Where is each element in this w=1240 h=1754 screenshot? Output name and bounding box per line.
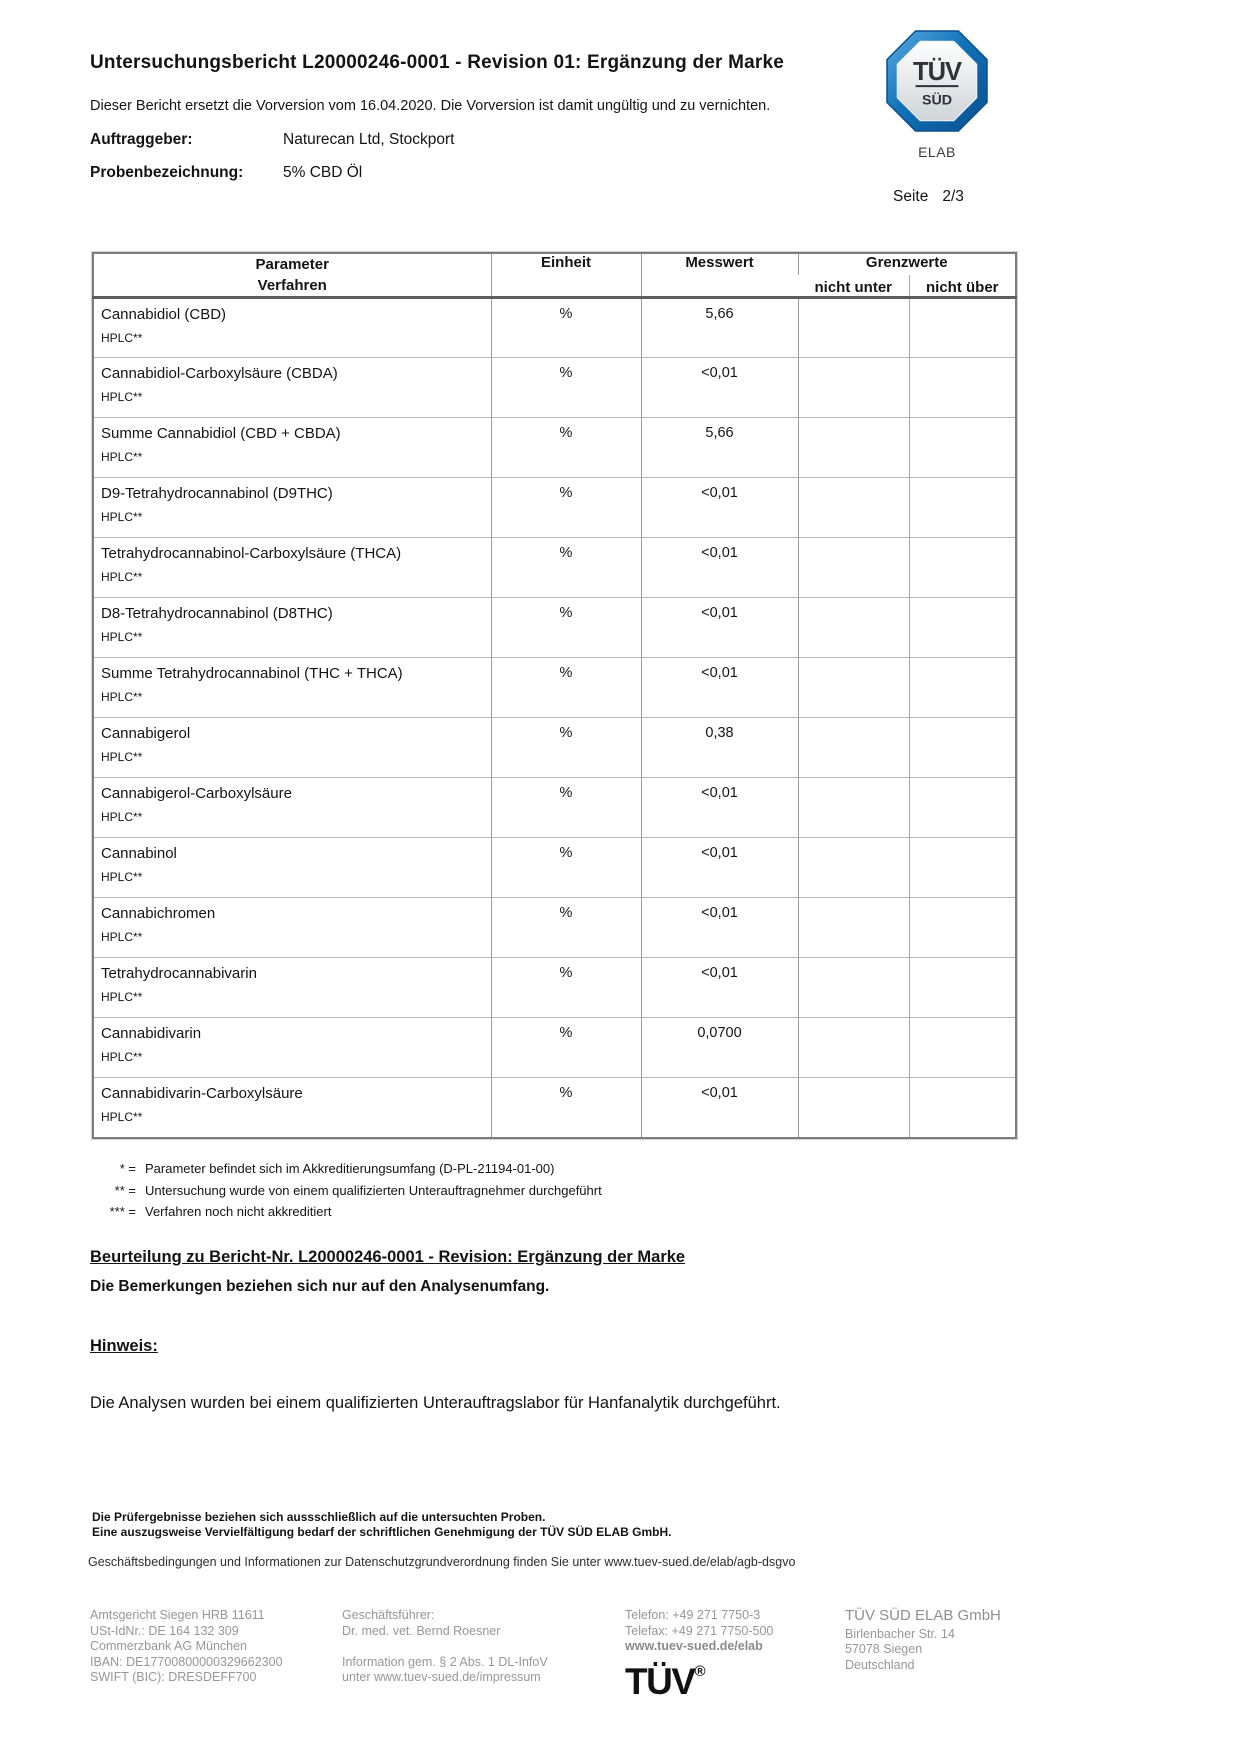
footer-line: 57078 Siegen xyxy=(845,1642,923,1656)
footnote-not-accredited xyxy=(96,1201,602,1223)
limit-upper-cell xyxy=(909,418,1016,478)
table-row xyxy=(93,718,1016,778)
measured-value-cell: 5,66 xyxy=(641,418,798,478)
limit-lower-cell xyxy=(798,298,909,358)
table-row xyxy=(93,1018,1016,1078)
registered-trademark-icon: ® xyxy=(694,1662,706,1680)
logo-tuv-text: TÜV xyxy=(913,57,961,86)
measured-value-cell: <0,01 xyxy=(641,478,798,538)
limit-upper-cell xyxy=(909,1078,1016,1138)
results-table-header xyxy=(93,253,1016,298)
parameter-cell xyxy=(93,1018,491,1078)
tuv-wordmark-text: TÜV xyxy=(625,1660,695,1702)
limit-lower-cell xyxy=(798,898,909,958)
limit-upper-cell xyxy=(909,538,1016,598)
limit-upper-cell xyxy=(909,778,1016,838)
parameter-name: D9-Tetrahydrocannabinol (D9THC) xyxy=(101,485,333,502)
method-label: HPLC** xyxy=(101,1050,143,1064)
limit-upper-cell xyxy=(909,658,1016,718)
table-row xyxy=(93,898,1016,958)
footer-line: unter www.tuev-sued.de/impressum xyxy=(342,1670,541,1684)
footer-address-column xyxy=(845,1608,1001,1673)
replacement-note: Dieser Bericht ersetzt die Vorversion vom 16.04.2020. Die Vorversion ist damit ungültig und zu vernichten. xyxy=(90,98,771,114)
table-row xyxy=(93,298,1016,358)
limit-upper-cell xyxy=(909,718,1016,778)
client-label: Auftraggeber: xyxy=(90,131,193,148)
measured-value-cell: <0,01 xyxy=(641,598,798,658)
limit-upper-cell xyxy=(909,478,1016,538)
measured-value-cell: <0,01 xyxy=(641,898,798,958)
table-row xyxy=(93,658,1016,718)
page-number-value: 2/3 xyxy=(942,188,964,205)
parameter-cell xyxy=(93,838,491,898)
table-row xyxy=(93,478,1016,538)
method-label: HPLC** xyxy=(101,510,143,524)
limit-lower-cell xyxy=(798,1018,909,1078)
table-row xyxy=(93,538,1016,598)
parameter-name: Cannabidiol (CBD) xyxy=(101,306,227,323)
unit-cell: % xyxy=(491,958,641,1018)
method-label: HPLC** xyxy=(101,1110,143,1124)
measured-value-cell: <0,01 xyxy=(641,358,798,418)
parameter-name: Tetrahydrocannabivarin xyxy=(101,965,257,982)
page-number-label: Seite xyxy=(893,188,929,205)
limit-upper-cell xyxy=(909,1018,1016,1078)
limit-upper-cell xyxy=(909,958,1016,1018)
limit-lower-cell xyxy=(798,718,909,778)
parameter-cell xyxy=(93,1078,491,1138)
footer-registry-column xyxy=(90,1608,283,1686)
footer-management-column xyxy=(342,1608,548,1686)
header-grenzwerte: Grenzwerte xyxy=(798,253,1016,275)
parameter-name: Summe Cannabidiol (CBD + CBDA) xyxy=(101,425,341,442)
hinweis-heading: Hinweis: xyxy=(90,1337,158,1355)
unit-cell: % xyxy=(491,538,641,598)
parameter-name: Cannabidivarin xyxy=(101,1025,202,1042)
footnote-subcontractor xyxy=(96,1180,602,1202)
measured-value-cell: <0,01 xyxy=(641,538,798,598)
method-label: HPLC** xyxy=(101,690,143,704)
unit-cell: % xyxy=(491,838,641,898)
limit-upper-cell xyxy=(909,358,1016,418)
limit-lower-cell xyxy=(798,358,909,418)
footnote-star: ** = xyxy=(114,1182,136,1198)
parameter-name: Cannabinol xyxy=(101,845,177,862)
method-label: HPLC** xyxy=(101,450,143,464)
footer-line: Deutschland xyxy=(845,1657,915,1672)
header-parameter xyxy=(93,253,491,298)
method-label: HPLC** xyxy=(101,870,143,884)
parameter-name: Cannabidiol-Carboxylsäure (CBDA) xyxy=(101,365,338,382)
parameter-cell xyxy=(93,298,491,358)
page-title: Untersuchungsbericht L20000246-0001 - Revision 01: Ergänzung der Marke xyxy=(90,52,785,73)
footnote-star: * = xyxy=(119,1161,136,1176)
method-label: HPLC** xyxy=(101,570,143,584)
table-row xyxy=(93,598,1016,658)
limit-lower-cell xyxy=(798,778,909,838)
unit-cell: % xyxy=(491,658,641,718)
parameter-cell xyxy=(93,538,491,598)
parameter-name: Tetrahydrocannabinol-Carboxylsäure (THCA) xyxy=(101,545,402,562)
parameter-cell xyxy=(93,658,491,718)
footer-line: Information gem. § 2 Abs. 1 DL-InfoV xyxy=(342,1654,548,1669)
unit-cell: % xyxy=(491,298,641,358)
parameter-name: Cannabichromen xyxy=(101,905,216,922)
header-messwert: Messwert xyxy=(641,253,798,298)
unit-cell: % xyxy=(491,1018,641,1078)
client-value: Naturecan Ltd, Stockport xyxy=(283,131,455,148)
table-row xyxy=(93,1078,1016,1138)
assessment-heading: Beurteilung zu Bericht-Nr. L20000246-0001 - Revision: Ergänzung der Marke xyxy=(90,1248,686,1266)
parameter-cell xyxy=(93,358,491,418)
footer-line: Birlenbacher Str. 14 xyxy=(845,1626,955,1641)
unit-cell: % xyxy=(491,718,641,778)
limit-lower-cell xyxy=(798,478,909,538)
parameter-name: Summe Tetrahydrocannabinol (THC + THCA) xyxy=(101,665,403,682)
table-row xyxy=(93,358,1016,418)
footer-line: SWIFT (BIC): DRESDEFF700 xyxy=(90,1670,257,1684)
footnote-star: *** = xyxy=(109,1204,136,1219)
tuv-wordmark xyxy=(625,1655,773,1702)
parameter-cell xyxy=(93,778,491,838)
footnote-text: Parameter befindet sich im Akkreditierungsumfang (D-PL-21194-01-00) xyxy=(145,1161,555,1176)
method-label: HPLC** xyxy=(101,630,143,644)
footnote-text: Untersuchung wurde von einem qualifizierten Unterauftragnehmer durchgeführt xyxy=(145,1182,602,1198)
measured-value-cell: <0,01 xyxy=(641,958,798,1018)
header-parameter-line1: Parameter xyxy=(255,256,329,273)
tuev-sued-octagon-icon xyxy=(886,30,988,132)
header-verfahren-line2: Verfahren xyxy=(257,277,327,294)
parameter-cell xyxy=(93,898,491,958)
unit-cell: % xyxy=(491,898,641,958)
results-table-body xyxy=(93,298,1016,1138)
parameter-name: Cannabidivarin-Carboxylsäure xyxy=(101,1085,303,1102)
limit-lower-cell xyxy=(798,598,909,658)
footer-line: Dr. med. vet. Bernd Roesner xyxy=(342,1623,501,1638)
limit-lower-cell xyxy=(798,1078,909,1138)
parameter-cell xyxy=(93,418,491,478)
unit-cell: % xyxy=(491,598,641,658)
footer-company-name: TÜV SÜD ELAB GmbH xyxy=(845,1607,1001,1624)
disclaimer-line1: Die Prüfergebnisse beziehen sich aussschließlich auf die untersuchten Proben. xyxy=(92,1510,546,1524)
limit-upper-cell xyxy=(909,838,1016,898)
disclaimer-line2: Eine auszugsweise Vervielfältigung bedarf der schriftlichen Genehmigung der TÜV SÜD ELAB GmbH. xyxy=(92,1525,672,1539)
limit-lower-cell xyxy=(798,958,909,1018)
footer-spacer xyxy=(342,1639,548,1655)
method-label: HPLC** xyxy=(101,331,143,345)
sample-label: Probenbezeichnung: xyxy=(90,164,244,181)
tuev-sued-logo xyxy=(886,30,988,160)
header-nicht-unter: nicht unter xyxy=(814,279,892,296)
sample-value: 5% CBD Öl xyxy=(283,164,363,181)
method-label: HPLC** xyxy=(101,390,143,404)
unit-cell: % xyxy=(491,478,641,538)
limit-lower-cell xyxy=(798,658,909,718)
table-row xyxy=(93,958,1016,1018)
footer-line: Commerzbank AG München xyxy=(90,1639,248,1653)
footnotes xyxy=(96,1158,602,1223)
unit-cell: % xyxy=(491,778,641,838)
page-number xyxy=(893,188,964,206)
parameter-name: Cannabigerol-Carboxylsäure xyxy=(101,785,292,802)
header-nicht-ueber: nicht über xyxy=(909,275,1016,298)
logo-sued-text: SÜD xyxy=(921,92,953,109)
method-label: HPLC** xyxy=(101,810,143,824)
results-table xyxy=(92,252,1017,1139)
limit-lower-cell xyxy=(798,838,909,898)
parameter-cell xyxy=(93,478,491,538)
limit-upper-cell xyxy=(909,898,1016,958)
unit-cell: % xyxy=(491,1078,641,1138)
parameter-cell xyxy=(93,958,491,1018)
table-row xyxy=(93,418,1016,478)
client-row xyxy=(90,131,455,149)
limit-lower-cell xyxy=(798,538,909,598)
measured-value-cell: 0,0700 xyxy=(641,1018,798,1078)
footer-telefon: Telefon: +49 271 7750-3 xyxy=(625,1608,761,1622)
method-label: HPLC** xyxy=(101,750,143,764)
measured-value-cell: 0,38 xyxy=(641,718,798,778)
unit-cell: % xyxy=(491,418,641,478)
parameter-cell xyxy=(93,718,491,778)
limit-upper-cell xyxy=(909,298,1016,358)
limit-lower-cell xyxy=(798,418,909,478)
footer-line: USt-IdNr.: DE 164 132 309 xyxy=(90,1623,239,1638)
footnote-accreditation xyxy=(96,1158,602,1180)
limit-upper-cell xyxy=(909,598,1016,658)
footer-contact-column xyxy=(625,1608,774,1702)
measured-value-cell: 5,66 xyxy=(641,298,798,358)
table-row xyxy=(93,838,1016,898)
hinweis-text: Die Analysen wurden bei einem qualifizierten Unterauftragslabor für Hanfanalytik durchgeführt. xyxy=(90,1394,781,1412)
footer-line: IBAN: DE17700800000329662300 xyxy=(90,1654,283,1669)
footer-line: Amtsgericht Siegen HRB 11611 xyxy=(90,1608,265,1622)
header-einheit: Einheit xyxy=(491,253,641,298)
parameter-name: Cannabigerol xyxy=(101,725,191,742)
unit-cell: % xyxy=(491,358,641,418)
method-label: HPLC** xyxy=(101,990,143,1004)
disclaimer xyxy=(92,1510,671,1540)
parameter-name: D8-Tetrahydrocannabinol (D8THC) xyxy=(101,605,333,622)
sample-row xyxy=(90,164,363,182)
terms-line: Geschäftsbedingungen und Informationen zur Datenschutzgrundverordnung finden Sie unter www.tuev-sued.de/elab/agb-dsgvo xyxy=(88,1555,796,1569)
table-row xyxy=(93,778,1016,838)
footer-line: Geschäftsführer: xyxy=(342,1608,435,1622)
method-label: HPLC** xyxy=(101,930,143,944)
footnote-text: Verfahren noch nicht akkreditiert xyxy=(145,1204,332,1219)
measured-value-cell: <0,01 xyxy=(641,838,798,898)
measured-value-cell: <0,01 xyxy=(641,1078,798,1138)
footer-website: www.tuev-sued.de/elab xyxy=(625,1639,763,1653)
assessment-remark: Die Bemerkungen beziehen sich nur auf den Analysenumfang. xyxy=(90,1278,550,1295)
measured-value-cell: <0,01 xyxy=(641,778,798,838)
measured-value-cell: <0,01 xyxy=(641,658,798,718)
parameter-cell xyxy=(93,598,491,658)
logo-caption: ELAB xyxy=(918,144,956,160)
footer-telefax: Telefax: +49 271 7750-500 xyxy=(625,1623,774,1638)
